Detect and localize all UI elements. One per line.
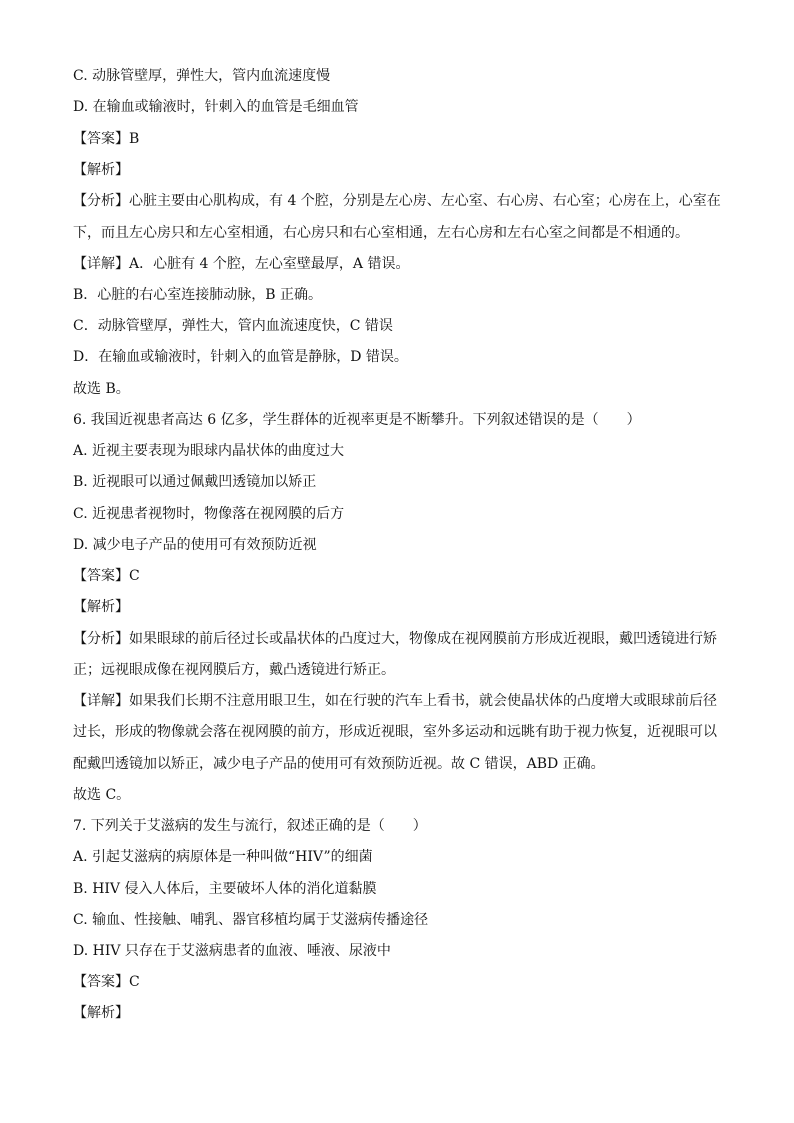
option-c-text: C. 动脉管壁厚，弹性大，管内血流速度慢 (73, 68, 331, 84)
analysis-paragraph-line: 正；远视眼成像在视网膜后方，戴凸透镜进行矫正。 (73, 662, 395, 678)
detail-paragraph-line: 配戴凹透镜加以矫正，减少电子产品的使用可有效预防近视。故 C 错误，ABD 正确。 (73, 756, 605, 772)
question-7-option-b: B. HIV 侵入人体后，主要破坏人体的消化道黏膜 (73, 881, 377, 897)
analysis-paragraph-line: 【分析】如果眼球的前后径过长或晶状体的凸度过大，物像成在视网膜前方形成近视眼，戴凹透镜进行矫 (73, 631, 717, 647)
detail-paragraph-line: 【详解】如果我们长期不注意用眼卫生，如在行驶的汽车上看书，就会使晶状体的凸度增大或眼球前后径 (73, 693, 717, 709)
answer-label: 【答案】B (73, 131, 140, 147)
question-6-option-c: C. 近视患者视物时，物像落在视网膜的后方 (73, 506, 345, 522)
question-6-option-d: D. 减少电子产品的使用可有效预防近视 (73, 537, 317, 553)
option-d-text: D. 在输血或输液时，针刺入的血管是毛细血管 (73, 99, 359, 115)
detail-paragraph-line: B．心脏的右心室连接肺动脉，B 正确。 (73, 287, 323, 303)
question-7-option-d: D. HIV 只存在于艾滋病患者的血液、唾液、尿液中 (73, 943, 391, 959)
detail-paragraph-line: 【详解】A．心脏有 4 个腔，左心室壁最厚，A 错误。 (73, 256, 410, 272)
analysis-heading: 【解析】 (73, 162, 129, 178)
question-7-option-a: A. 引起艾滋病的病原体是一种叫做“HIV”的细菌 (73, 849, 373, 865)
question-7-option-c: C. 输血、性接触、哺乳、器官移植均属于艾滋病传播途径 (73, 912, 429, 928)
detail-paragraph-line: D．在输血或输液时，针刺入的血管是静脉，D 错误。 (73, 349, 408, 365)
answer-label: 【答案】C (73, 974, 140, 990)
analysis-heading: 【解析】 (73, 599, 129, 615)
analysis-heading: 【解析】 (73, 1005, 129, 1021)
detail-paragraph-line: C．动脉管壁厚，弹性大，管内血流速度快，C 错误 (73, 318, 393, 334)
question-6-stem: 6. 我国近视患者高达 6 亿多，学生群体的近视率更是不断攀升。下列叙述错误的是（ ） (73, 412, 641, 428)
analysis-paragraph-line: 下，而且左心房只和左心室相通，右心房只和右心室相通，左右心房和左右心室之间都是不相通的。 (73, 225, 689, 241)
choose-answer-line: 故选 B。 (73, 381, 130, 397)
analysis-paragraph-line: 【分析】心脏主要由心肌构成，有 4 个腔，分别是左心房、左心室、右心房、右心室；心房在上，心室在 (73, 193, 721, 209)
answer-label: 【答案】C (73, 568, 140, 584)
question-7-stem: 7. 下列关于艾滋病的发生与流行，叙述正确的是（ ） (73, 818, 427, 834)
detail-paragraph-line: 过长，形成的物像就会落在视网膜的前方，形成近视眼，室外多运动和远眺有助于视力恢复，近视眼可以 (73, 724, 717, 740)
question-6-option-a: A. 近视主要表现为眼球内晶状体的曲度过大 (73, 443, 345, 459)
question-6-option-b: B. 近视眼可以通过佩戴凹透镜加以矫正 (73, 474, 317, 490)
choose-answer-line: 故选 C。 (73, 787, 131, 803)
